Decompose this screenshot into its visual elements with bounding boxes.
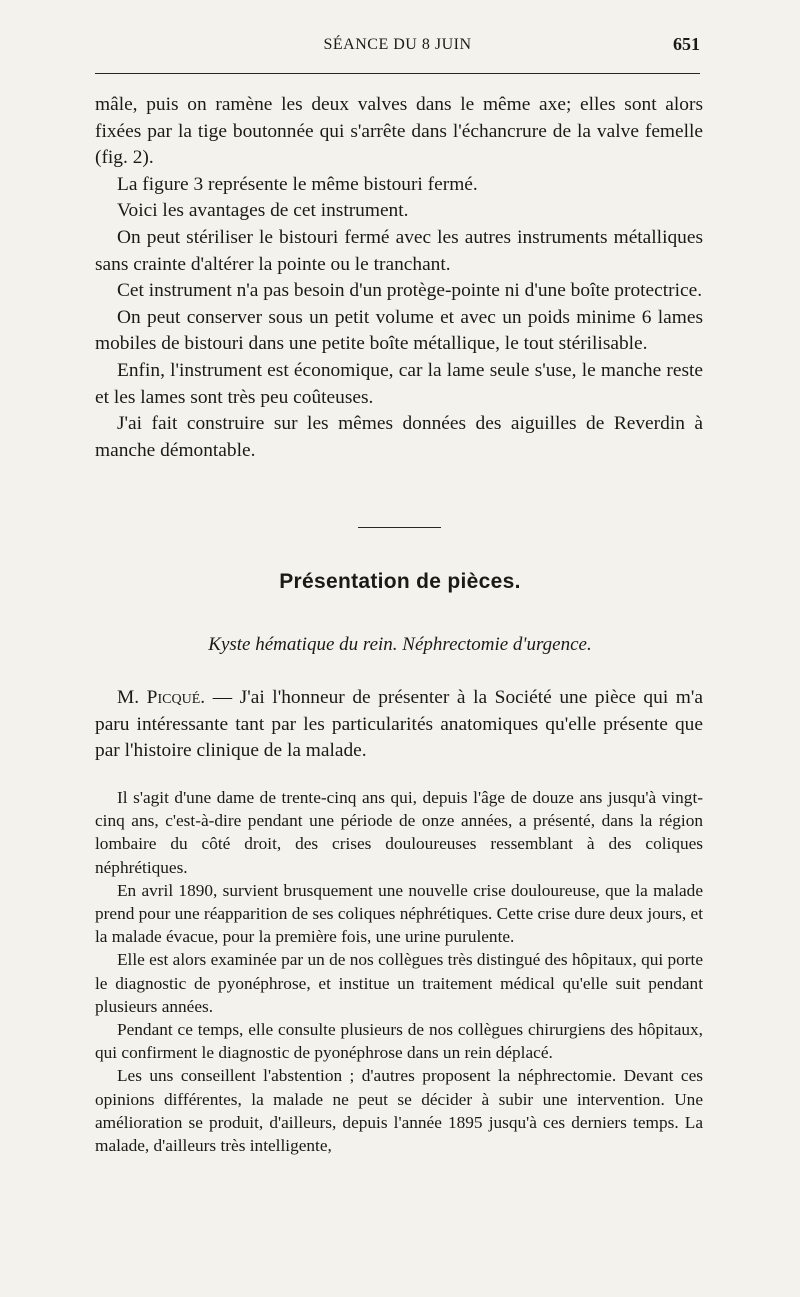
section-title: Présentation de pièces. [279,570,521,593]
intro-block [95,685,703,765]
paragraph: Elle est alors examinée par un de nos collègues très distingué des hôpitaux, qui porte le diagnostic de pyonéphrose, et institue un traitement médical qu'elle suit pendant plusieurs années. [95,950,703,1016]
intro-text: — J'ai l'honneur de présenter à la Société une pièce qui m'a paru intéressante tant par les particularités anatomiques qu'elle présente que par l'histoire clinique de la malade. [95,687,703,762]
paragraph: On peut stériliser le bistouri fermé avec les autres instruments métalliques sans crainte d'altérer la pointe ou le tranchant. [95,226,703,275]
paragraph: Il s'agit d'une dame de trente-cinq ans qui, depuis l'âge de douze ans jusqu'à vingt-cinq ans, c'est-à-dire pendant une période de onze années, a présenté, dans la région lombaire du côté droit, des crises douloureuses ressemblant à des coliques néphrétiques. [95,788,703,877]
paragraph: J'ai fait construire sur les mêmes données des aiguilles de Reverdin à manche démontable. [95,413,703,461]
paragraph: Enfin, l'instrument est économique, car la lame seule s'use, le manche reste et les lames sont très peu coûteuses. [95,359,703,408]
section-subtitle: Kyste hématique du rein. Néphrectomie d'urgence. [208,634,592,655]
running-head [95,34,700,58]
running-title: SÉANCE DU 8 JUIN [323,36,472,53]
section-separator [358,527,441,528]
speaker-name: M. Picqué. [117,687,206,708]
paragraph: Les uns conseillent l'abstention ; d'autres proposent la néphrectomie. Devant ces opinions différentes, la malade ne peut se décider à subir une intervention. Une amélioration se produit, d'ailleurs, depuis l'année 1895 jusqu'à ces derniers temps. La malade, d'ailleurs très intelligente, [95,1066,703,1156]
case-text-block [95,786,703,1157]
paragraph: La figure 3 représente le même bistouri fermé. [117,173,478,195]
top-text-block [95,92,703,464]
paragraph: Cet instrument n'a pas besoin d'un protège-pointe ni d'une boîte protectrice. [117,280,703,302]
header-rule [95,73,700,74]
paragraph: Voici les avantages de cet instrument. [117,200,409,222]
page-number: 651 [673,34,700,54]
paragraph: Pendant ce temps, elle consulte plusieurs de nos collègues chirurgiens des hôpitaux, qui confirment le diagnostic de pyonéphrose dans un rein déplacé. [95,1020,703,1063]
paragraph: En avril 1890, survient brusquement une nouvelle crise douloureuse, que la malade prend pour une réapparition de ses coliques néphrétiques. Cette crise dure deux jours, et la malade évacue, pour la première fois, une urine purulente. [95,880,704,947]
paragraph: mâle, puis on ramène les deux valves dans le même axe; elles sont alors fixées par la tige boutonnée qui s'arrête dans l'échancrure de la valve femelle (fig. 2). [95,94,703,169]
paragraph: On peut conserver sous un petit volume et avec un poids minime 6 lames mobiles de bistouri dans une petite boîte métallique, le tout stérilisable. [95,306,703,355]
intro-paragraph [95,685,703,765]
